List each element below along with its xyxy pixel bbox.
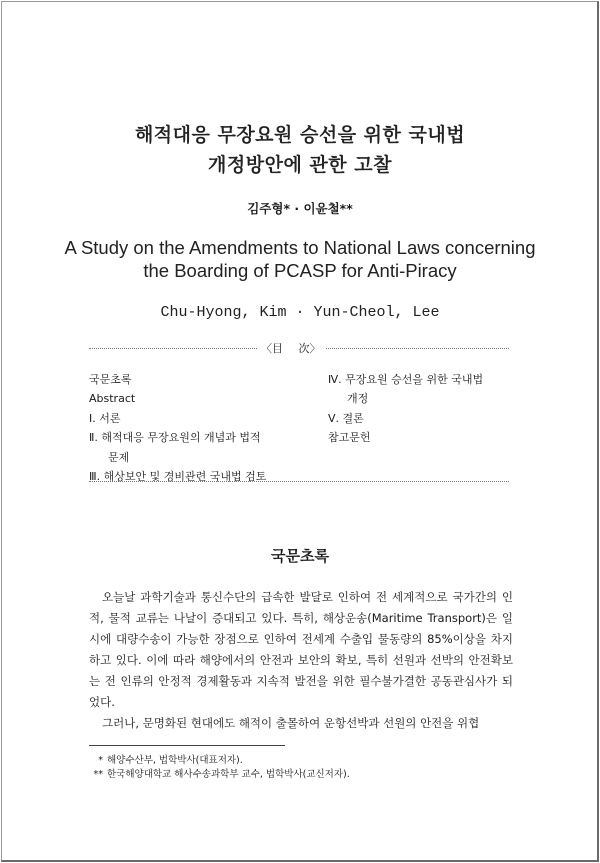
footnote xyxy=(89,754,513,768)
toc-item xyxy=(89,389,319,408)
abstract-heading: 국문초록 xyxy=(271,547,329,565)
toc-item-continuation: 문제 xyxy=(108,450,130,464)
english-title-line-2: the Boarding of PCASP for Anti-Piracy xyxy=(143,260,457,281)
toc-item-label: Ⅳ. 무장요원 승선을 위한 국내법 xyxy=(328,373,484,386)
table-of-contents xyxy=(89,342,509,486)
toc-right-column xyxy=(328,370,509,448)
abstract-body xyxy=(89,587,513,734)
korean-title-line-2: 개정방안에 관한 고찰 xyxy=(208,154,392,176)
toc-item-label: Abstract xyxy=(89,392,136,406)
footnote-rule xyxy=(89,745,285,746)
toc-item-label: Ⅱ. 해적대응 무장요원의 개념과 법적 xyxy=(89,431,261,445)
toc-item xyxy=(89,370,319,389)
toc-item-label: 참고문헌 xyxy=(328,431,371,445)
toc-item xyxy=(328,370,509,409)
toc-item xyxy=(328,409,509,428)
toc-bottom-rule xyxy=(89,481,509,482)
toc-item-label: Ⅰ. 서론 xyxy=(89,411,121,425)
footnote-mark: ** xyxy=(93,769,103,780)
toc-item-label: Ⅲ. 해상보안 및 경비관련 국내법 검토 xyxy=(89,470,267,484)
footnote-text: 한국해양대학교 해사수송과학부 교수, 법학박사(교신저자). xyxy=(107,769,350,780)
toc-item xyxy=(89,409,319,428)
toc-item-continuation: 개정 xyxy=(347,392,369,406)
korean-title-line-1: 해적대응 무장요원 승선을 위한 국내법 xyxy=(134,124,466,146)
abstract-paragraph-2: 그러나, 문명화된 현대에도 해적이 출몰하여 운항선박과 선원의 안전을 위협 xyxy=(102,716,480,730)
toc-left-column xyxy=(89,370,319,486)
toc-item xyxy=(89,467,319,486)
footnote-text: 해양수산부, 법학박사(대표저자). xyxy=(107,755,243,766)
toc-heading: 〈目 次〉 xyxy=(257,340,325,356)
toc-item xyxy=(89,428,319,467)
korean-authors: 김주형* · 이윤철** xyxy=(247,201,353,216)
toc-item-label: Ⅴ. 결론 xyxy=(328,411,364,425)
english-title-line-1: A Study on the Amendments to National Laws concerning xyxy=(64,237,536,258)
footnotes xyxy=(89,754,513,782)
footnote xyxy=(89,768,513,782)
abstract-paragraph-1: 오늘날 과학기술과 통신수단의 급속한 발달로 인하여 전 세계적으로 국가간의 인적, 물적 교류는 나날이 증대되고 있다. 특히, 해상운송(Maritime Transport)은 일시에 대량수송이 가능한 장점으로 인하여 전세계 수출입 물동량의 85%이상을 차지하고 있다. 이에 따라 해양에서의 안전과 보안의 확보, 특히 선원과 선박의 안전확보는 전 인류의 안정적 경제활동과 지속적 발전을 위한 필수불가결한 공동관심사가 되었다. xyxy=(89,590,513,709)
footnote-mark: * xyxy=(98,755,103,766)
english-authors: Chu-Hyong, Kim · Yun-Cheol, Lee xyxy=(160,304,440,321)
toc-item xyxy=(328,428,509,447)
toc-item-label: 국문초록 xyxy=(89,373,132,386)
